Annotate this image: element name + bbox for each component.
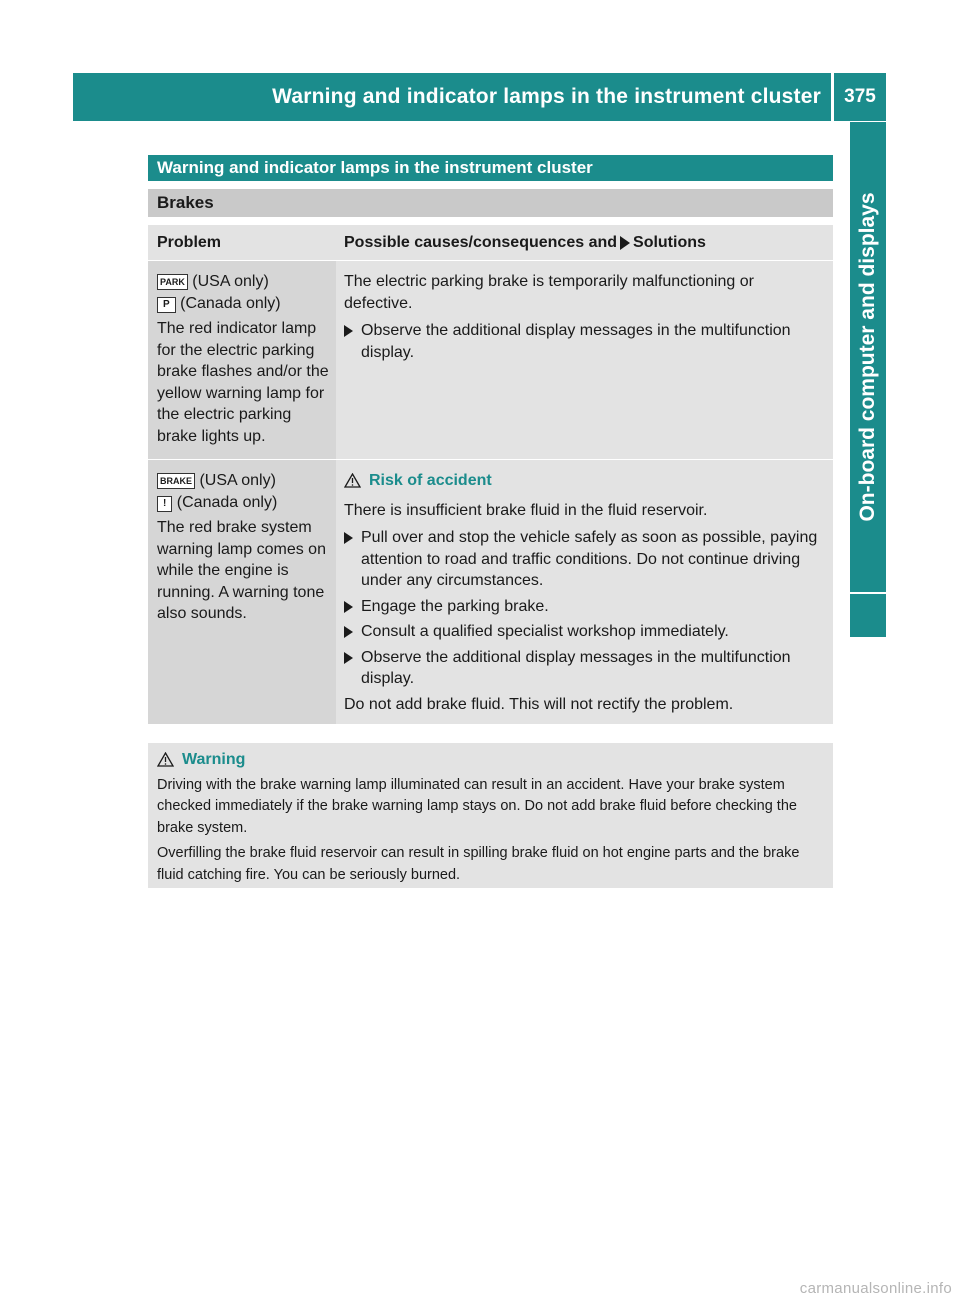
note-text: Do not add brake fluid. This will not rectify the problem. [344, 695, 734, 713]
arrow-right-icon [344, 652, 353, 664]
table-row [148, 260, 833, 459]
chapter-side-marker [850, 594, 886, 637]
solution-text: Observe the additional display messages in the multifunction display. [361, 648, 791, 687]
chapter-side-tab [850, 122, 886, 592]
arrow-right-icon [344, 601, 353, 613]
canada-only-label: (Canada only) [180, 294, 281, 312]
arrow-right-icon [344, 532, 353, 544]
solution-bullet [344, 596, 826, 618]
warning-paragraph: Overfilling the brake fluid reservoir can result in spilling brake fluid on hot engine parts and the brake fluid catching fire. You can be seriously burned. [157, 845, 800, 883]
solution-bullet [344, 647, 826, 690]
solution-cell [336, 261, 833, 459]
park-lamp-icon: PARK [157, 274, 188, 290]
solution-text: Engage the parking brake. [361, 597, 549, 615]
usa-only-label: (USA only) [192, 273, 269, 290]
problem-description: The red brake system warning lamp comes on while the engine is running. A warning tone also sounds. [157, 519, 326, 622]
solution-text: Observe the additional display messages in the multifunction display. [361, 322, 791, 361]
risk-title: Risk of accident [369, 472, 492, 489]
page-header-title: Warning and indicator lamps in the instrument cluster [272, 85, 821, 108]
solution-text: Pull over and stop the vehicle safely as soon as possible, paying attention to road and traffic conditions. Do not continue driving under any circumstances. [361, 529, 818, 589]
subsection-title: Brakes [148, 189, 833, 217]
solution-bullet [344, 621, 826, 643]
warning-triangle-icon [344, 473, 361, 488]
warning-paragraph: Driving with the brake warning lamp illuminated can result in an accident. Have your brake system checked immediately if the brake warning lamp stays on. Do not add brake fluid before checking the brake system. [157, 776, 797, 836]
usa-only-label: (USA only) [199, 472, 276, 489]
arrow-right-icon [620, 236, 630, 250]
solution-cell [336, 460, 833, 724]
table-row [148, 459, 833, 724]
parking-brake-lamp-icon: P [157, 297, 176, 313]
cause-text: There is insufficient brake fluid in the fluid reservoir. [344, 501, 708, 519]
problem-description: The red indicator lamp for the electric parking brake flashes and/or the yellow warning lamp for the electric parking brake lights up. [157, 320, 329, 445]
table-header-row [148, 225, 833, 260]
col-header-solutions-text: Solutions [633, 233, 706, 251]
solution-bullet [344, 320, 826, 363]
risk-heading [344, 470, 826, 492]
warning-triangle-icon [157, 752, 174, 767]
arrow-right-icon [344, 626, 353, 638]
solution-bullet [344, 527, 826, 592]
col-header-causes-text: Possible causes/consequences and [344, 233, 618, 251]
brake-warning-lamp-icon: ! [157, 496, 172, 512]
footer-watermark: carmanualsonline.info [799, 1280, 952, 1297]
col-header-problem: Problem [157, 233, 222, 251]
page-number: 375 [844, 86, 876, 107]
section-title: Warning and indicator lamps in the instrument cluster [148, 155, 833, 181]
warning-heading [157, 749, 826, 771]
warning-title: Warning [182, 751, 246, 768]
problem-cell [148, 460, 336, 724]
brake-lamp-icon: BRAKE [157, 473, 195, 489]
problem-cell [148, 261, 336, 459]
arrow-right-icon [344, 325, 353, 337]
page-header-bar [73, 73, 886, 121]
col-header-causes [336, 225, 833, 260]
solution-text: Consult a qualified specialist workshop immediately. [361, 623, 729, 640]
chapter-side-label: On-board computer and displays [856, 192, 879, 522]
cause-text: The electric parking brake is temporarily malfunctioning or defective. [344, 273, 754, 312]
canada-only-label: (Canada only) [176, 493, 278, 511]
brakes-table [148, 225, 833, 724]
warning-box [148, 743, 833, 888]
